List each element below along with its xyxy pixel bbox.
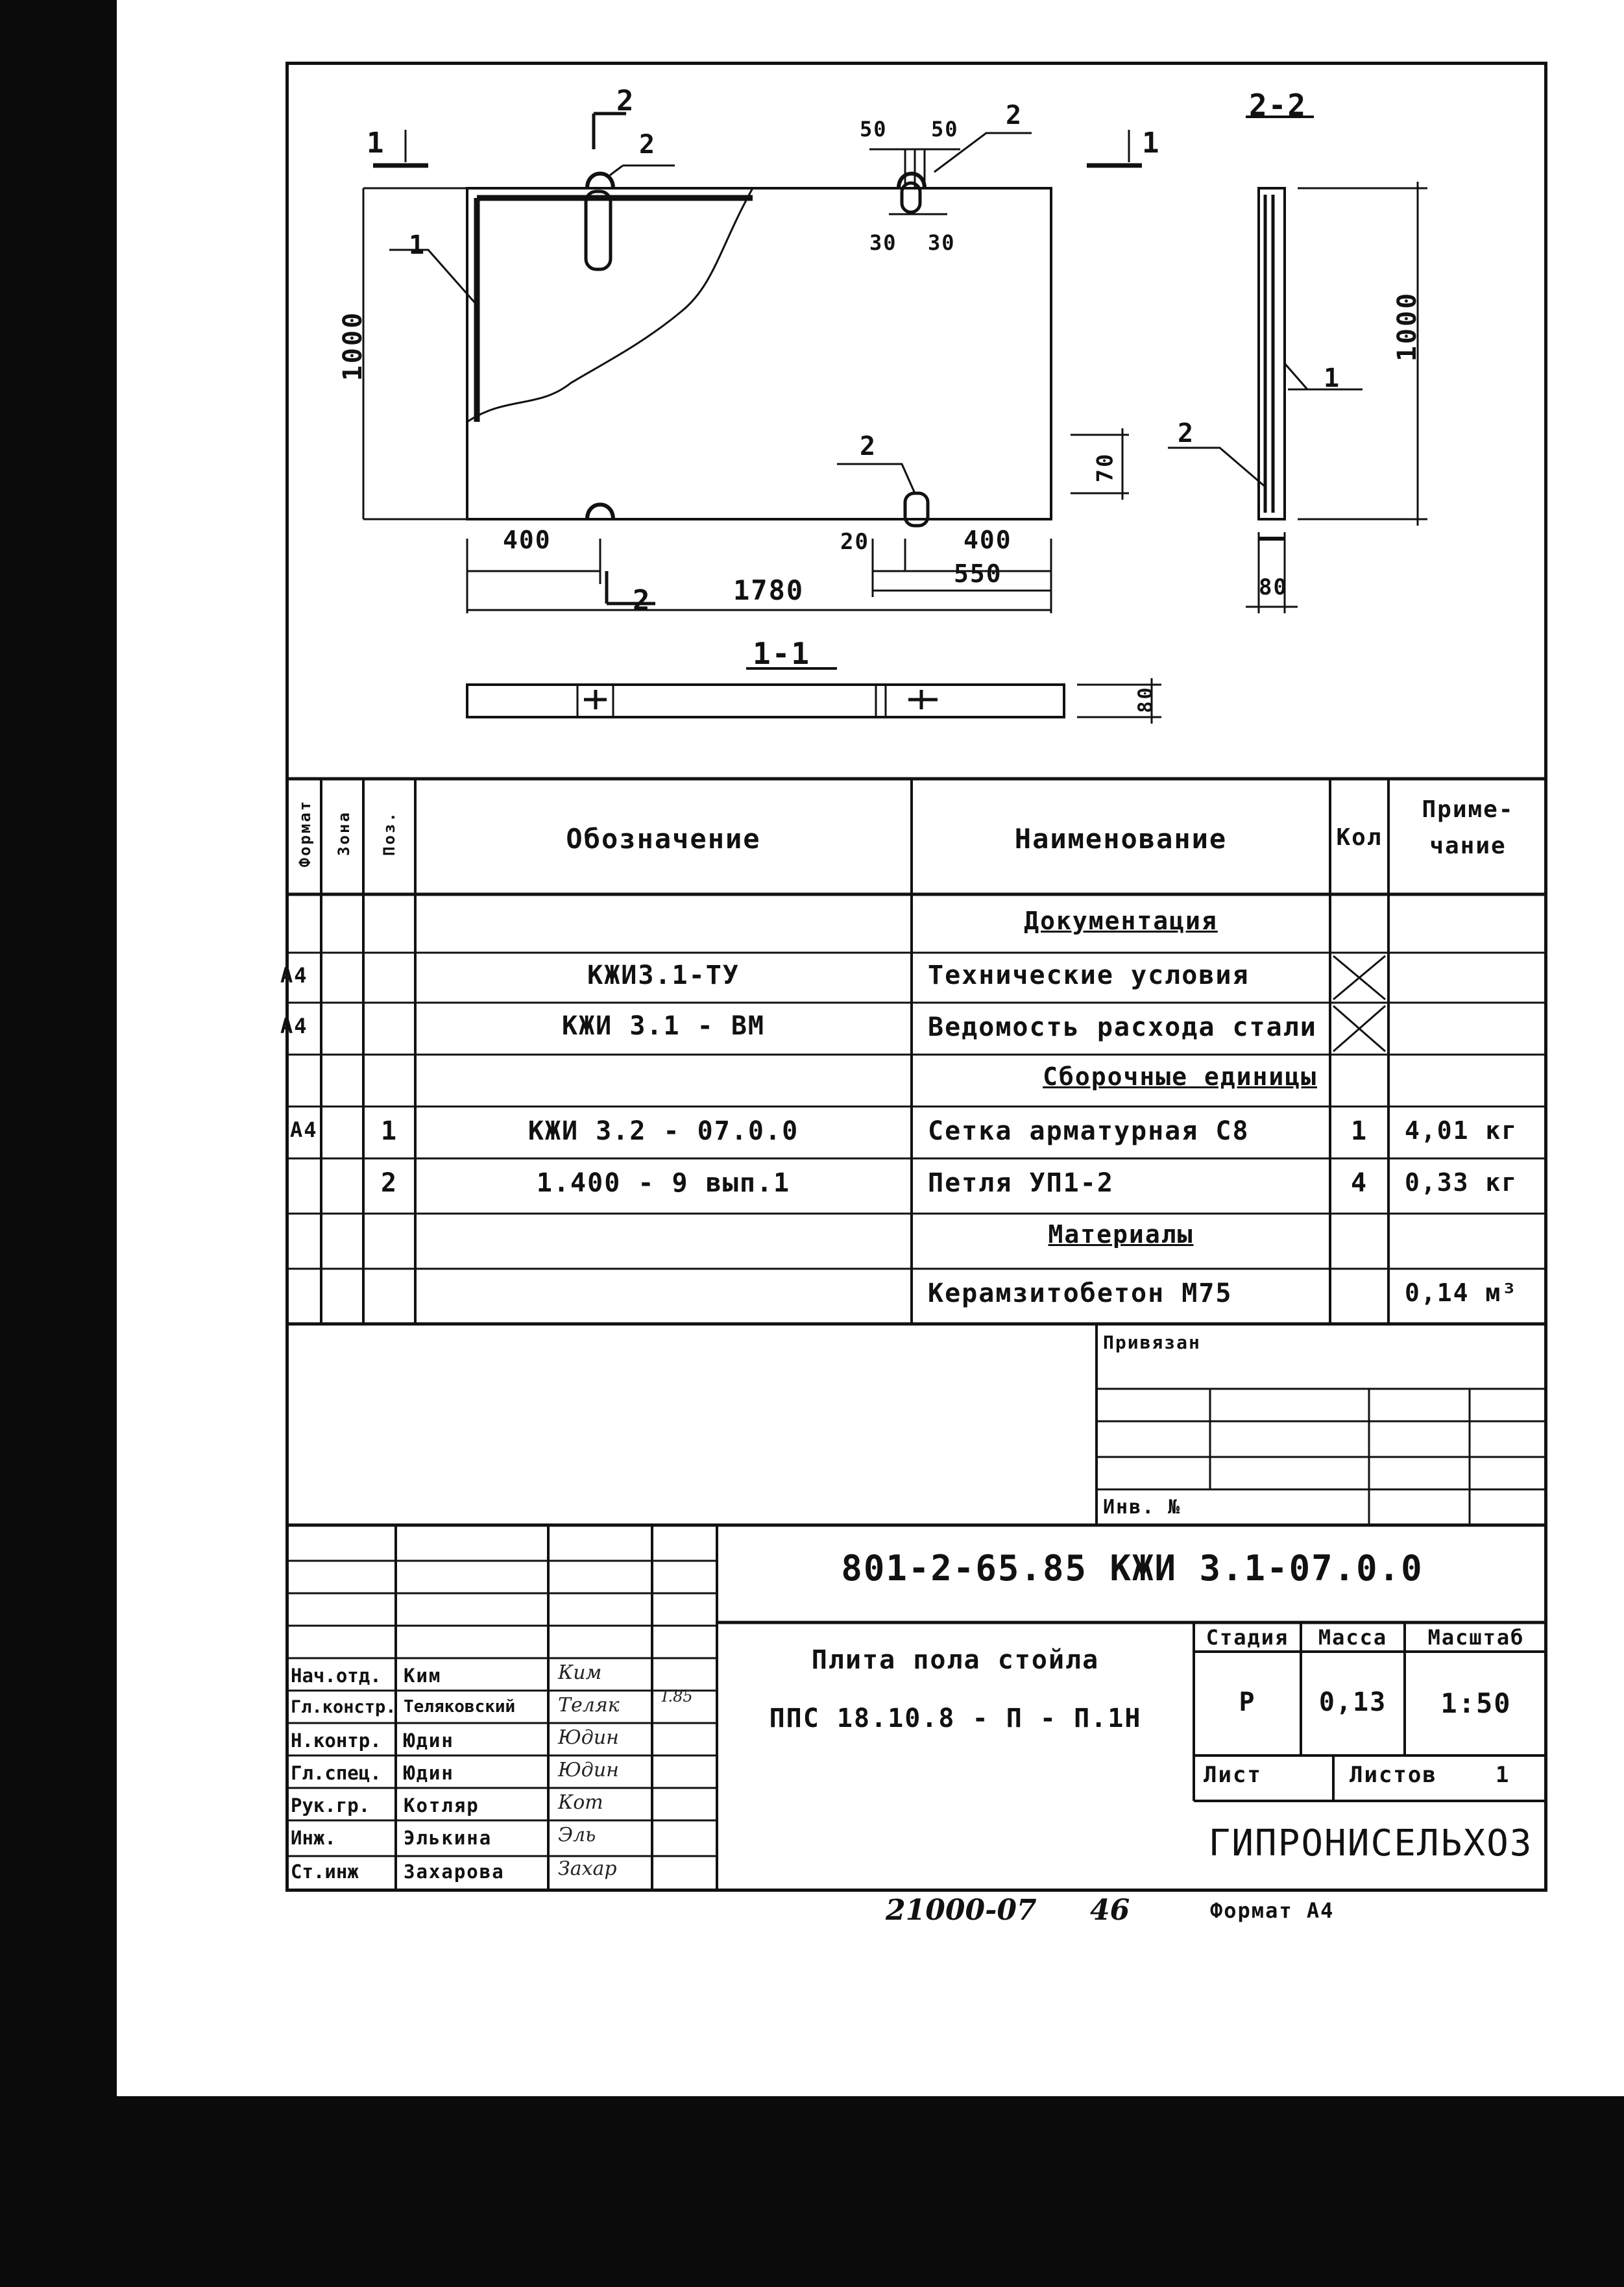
row-format: А4 xyxy=(280,1014,308,1038)
header-pos: Поз. xyxy=(380,811,398,856)
row-name: Сетка арматурная С8 xyxy=(928,1116,1250,1146)
staff-name: Теляковский xyxy=(404,1697,516,1717)
staff-role: Инж. xyxy=(291,1827,336,1849)
scale-label: Масштаб xyxy=(1427,1625,1525,1650)
staff-signature: Теляк xyxy=(558,1694,620,1717)
row-pos: 1 xyxy=(380,1116,398,1146)
staff-role: Гл.констр. xyxy=(291,1697,396,1717)
row-name: Технические условия xyxy=(928,960,1250,990)
staff-signature: Захар xyxy=(558,1857,617,1880)
dim-right-offset: 400 xyxy=(963,526,1012,554)
stage-value: Р xyxy=(1239,1687,1256,1717)
staff-name: Юдин xyxy=(404,1762,454,1784)
sheets-count: 1 xyxy=(1496,1762,1510,1788)
organization-name: ГИПРОНИСЕЛЬХОЗ xyxy=(1208,1822,1533,1865)
inventory-label: Инв. № xyxy=(1103,1496,1182,1519)
staff-name: Котляр xyxy=(404,1794,479,1816)
row-name: Керамзитобетон М75 xyxy=(928,1278,1233,1308)
dim-height: 1000 xyxy=(338,310,369,382)
staff-role: Рук.гр. xyxy=(291,1794,370,1816)
side-view xyxy=(1168,117,1427,613)
row-designation: КЖИ 3.2 - 07.0.0 xyxy=(527,1116,799,1146)
staff-role: Гл.спец. xyxy=(291,1762,382,1784)
row-designation: 1.400 - 9 вып.1 xyxy=(536,1168,791,1198)
callout-side-pos-2: 2 xyxy=(1178,419,1195,448)
dim-thickness: 80 xyxy=(1134,685,1157,713)
staff-role: Ст.инж xyxy=(291,1861,359,1883)
mass-label: Масса xyxy=(1318,1625,1388,1650)
dim-side-width: 80 xyxy=(1259,574,1288,600)
callout-pos-2-top: 2 xyxy=(639,130,657,160)
sheets-label: Листов xyxy=(1350,1762,1437,1788)
dim-top-50b: 50 xyxy=(931,117,959,141)
product-title: Плита пола стойла xyxy=(811,1645,1100,1675)
dim-top-30b: 30 xyxy=(928,230,956,255)
section-mark-2-top: 2 xyxy=(616,84,635,117)
page-number: 46 xyxy=(1090,1894,1130,1927)
row-note: 4,01 кг xyxy=(1405,1116,1518,1145)
staff-name: Ким xyxy=(404,1665,442,1687)
staff-signature: Юдин xyxy=(558,1726,619,1749)
section-mark-2-bottom: 2 xyxy=(633,584,651,617)
side-view-title: 2-2 xyxy=(1249,88,1307,123)
dim-small-70: 70 xyxy=(1092,452,1119,483)
mass-value: 0,13 xyxy=(1318,1687,1387,1717)
staff-role: Нач.отд. xyxy=(291,1665,382,1687)
header-name: Наименование xyxy=(1014,823,1228,855)
row-name: Петля УП1-2 xyxy=(928,1168,1114,1198)
plan-view xyxy=(363,114,1142,613)
staff-signature: Ким xyxy=(558,1661,602,1684)
scale-value: 1:50 xyxy=(1440,1687,1512,1719)
row-format: А4 xyxy=(280,963,308,988)
row-name: Ведомость расхода стали xyxy=(928,1012,1317,1042)
section-cut-title: 1-1 xyxy=(753,636,811,671)
document-code: 801-2-65.85 КЖИ 3.1-07.0.0 xyxy=(841,1548,1424,1589)
staff-signature: Юдин xyxy=(558,1759,619,1781)
section-materials: Материалы xyxy=(1048,1220,1194,1249)
staff-name: Захарова xyxy=(404,1861,505,1883)
section-units: Сборочные единицы xyxy=(1043,1062,1317,1091)
section-mark-1-right: 1 xyxy=(1142,127,1161,160)
dim-top-30a: 30 xyxy=(869,230,897,255)
header-qty: Кол xyxy=(1336,824,1383,851)
product-mark: ППС 18.10.8 - П - П.1Н xyxy=(769,1704,1142,1733)
callout-pos-2-right: 2 xyxy=(1006,101,1023,130)
attached-label: Привязан xyxy=(1103,1332,1201,1353)
row-qty: 4 xyxy=(1350,1168,1368,1198)
callout-pos-1: 1 xyxy=(409,230,426,260)
row-designation: КЖИ 3.1 - ВМ xyxy=(562,1011,765,1041)
row-format: А4 xyxy=(290,1118,318,1142)
staff-name: Элькина xyxy=(404,1827,492,1849)
callout-pos-2-bottom: 2 xyxy=(860,432,877,461)
staff-name: Юдин xyxy=(404,1730,454,1752)
header-zone: Зона xyxy=(335,811,353,856)
row-qty: 1 xyxy=(1350,1116,1368,1146)
staff-signature: Эль xyxy=(558,1824,596,1846)
row-note: 0,14 м³ xyxy=(1405,1278,1518,1307)
row-designation: КЖИ3.1-ТУ xyxy=(587,960,740,990)
row-note: 0,33 кг xyxy=(1405,1168,1518,1197)
dim-left-offset: 400 xyxy=(503,526,551,554)
stage-label: Стадия xyxy=(1206,1625,1289,1650)
section-mark-1-left: 1 xyxy=(367,127,385,160)
dim-right-total: 550 xyxy=(954,559,1002,588)
row-pos: 2 xyxy=(380,1168,398,1198)
sheet-format: Формат А4 xyxy=(1210,1898,1335,1923)
date-note: I.85 xyxy=(662,1687,693,1706)
section-1-1 xyxy=(467,668,1161,724)
dim-small-20: 20 xyxy=(840,529,869,555)
section-docs: Документация xyxy=(1024,907,1218,935)
archive-number: 21000-07 xyxy=(886,1894,1037,1927)
sheet-label: Лист xyxy=(1204,1762,1262,1788)
dim-side-height: 1000 xyxy=(1392,291,1423,362)
header-note: Приме- чание xyxy=(1422,796,1514,859)
header-format: Формат xyxy=(296,799,314,868)
dim-total-length: 1780 xyxy=(733,574,805,606)
staff-signature: Кот xyxy=(558,1791,603,1814)
header-designation: Обозначение xyxy=(566,823,761,855)
dim-top-50a: 50 xyxy=(860,117,888,141)
callout-side-pos-1: 1 xyxy=(1324,363,1341,393)
staff-role: Н.контр. xyxy=(291,1730,382,1752)
